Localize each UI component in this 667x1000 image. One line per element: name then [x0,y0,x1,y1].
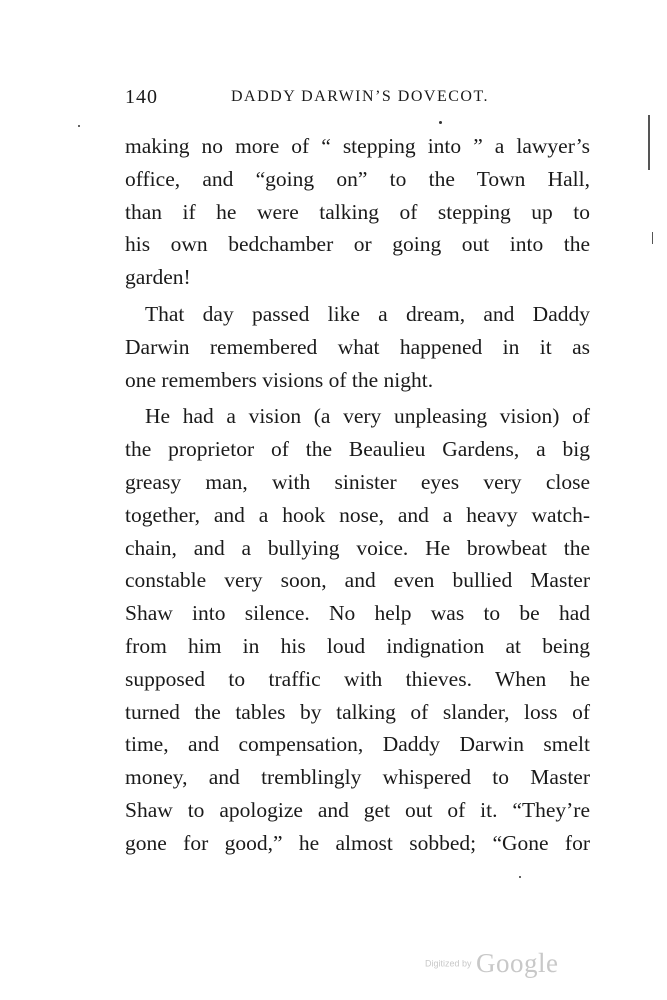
text-line: money, and tremblingly whispered to Master [125,765,590,790]
text-line: gone for good,” he almost sobbed; “Gone for [125,830,590,855]
text-line: from him in his loud indignation at being [125,633,590,658]
text-line: Darwin remembered what happened in it as [125,334,590,359]
text-line: one remembers visions of the night. [125,367,434,392]
text-line: time, and compensation, Daddy Darwin smelt [125,732,590,757]
text-line: chain, and a bullying voice. He browbeat the [125,535,590,560]
scan-speck [78,125,80,127]
scan-speck [439,121,442,124]
text-line: He had a vision (a very unpleasing vision) of [145,404,590,429]
digitization-watermark [425,948,558,979]
text-line: Shaw into silence. No help was to be had [125,601,590,626]
page-number: 140 [125,86,158,108]
running-head [125,86,590,110]
text-line: than if he were talking of stepping up to [125,199,590,224]
text-line: office, and “going on” to the Town Hall, [125,166,590,191]
google-logo: Google [475,948,559,978]
text-line: his own bedchamber or going out into the [125,232,590,257]
running-title: DADDY DARWIN’S DOVECOT. [231,88,490,105]
text-line: garden! [125,265,191,290]
text-line: Shaw to apologize and get out of it. “They’re [125,797,590,822]
body-text [125,130,590,860]
watermark-prefix: Digitized by [425,958,472,969]
text-line: constable very soon, and even bullied Master [125,568,590,593]
text-line: turned the tables by talking of slander, loss of [125,699,590,724]
text-line: making no more of “ stepping into ” a lawyer’s [125,134,590,158]
scan-speck [519,876,521,878]
page-edge-mark [648,115,650,170]
text-line: greasy man, with sinister eyes very close [125,469,590,494]
text-line: together, and a hook nose, and a heavy watch- [125,502,590,527]
text-line: That day passed like a dream, and Daddy [145,301,590,326]
page-edge-mark [652,232,653,244]
text-line: supposed to traffic with thieves. When he [125,666,590,691]
text-line: the proprietor of the Beaulieu Gardens, a big [125,437,590,462]
